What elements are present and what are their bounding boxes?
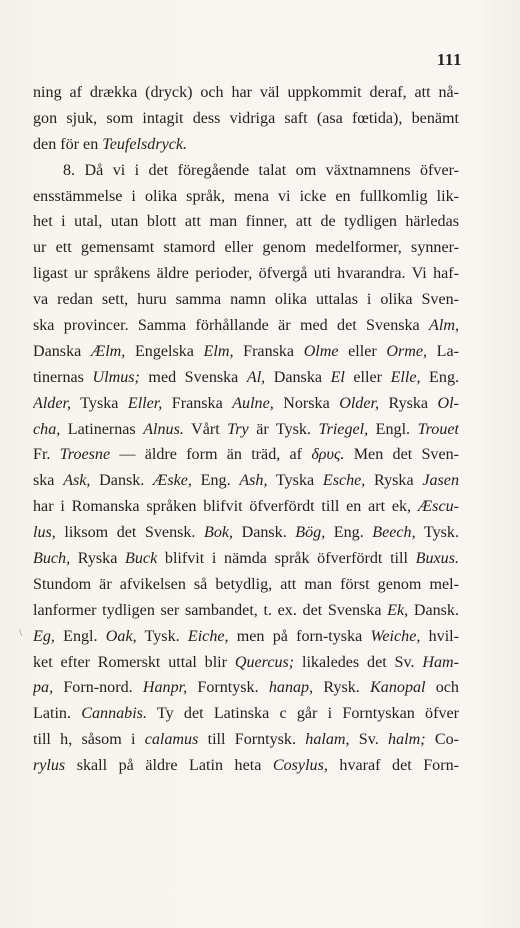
italic-term: Weiche, [370, 627, 421, 645]
text-run: ket efter Romerskt uttal blir [33, 653, 235, 671]
page-number: 111 [436, 50, 462, 69]
italic-term: Eiche, [187, 627, 229, 645]
text-line [33, 106, 459, 132]
text-run: Engl. [368, 420, 418, 438]
text-line [33, 494, 459, 520]
text-run: eller [338, 342, 387, 360]
italic-term: lus, [33, 524, 56, 542]
text-run: ensstämmelse i olika språk, mena vi icke en fullkomlig lik- [33, 187, 459, 205]
text-run: ska provincer. Samma förhållande är med det Svenska [33, 317, 430, 335]
italic-term: rylus [33, 757, 66, 775]
text-run: Franska [162, 394, 233, 412]
italic-term: El [330, 368, 345, 386]
text-run: hvil- [420, 627, 459, 645]
text-line [33, 727, 459, 753]
text-run: Tysk. [415, 524, 459, 542]
text-run: och [425, 679, 459, 697]
italic-term: Bög, [295, 524, 326, 542]
italic-term: pa, [33, 679, 54, 697]
text-line [33, 417, 459, 443]
text-line [33, 287, 459, 313]
text-run: Engelska [125, 342, 204, 360]
text-line [33, 598, 459, 624]
text-line [33, 235, 459, 261]
italic-term: Alnus. [143, 420, 184, 438]
italic-term: Buch, [33, 550, 71, 568]
text-run: Forntysk. [187, 679, 269, 697]
text-line [33, 701, 459, 727]
text-run: Ryska [365, 472, 423, 490]
text-run: Norska [273, 394, 340, 412]
text-run: eller [344, 368, 391, 386]
italic-term: Teufelsdryck. [102, 135, 188, 153]
text-run: Eng. [191, 472, 240, 490]
italic-term: Ulmus; [92, 368, 140, 386]
text-line [33, 572, 459, 598]
italic-term: Oak, [105, 627, 137, 645]
text-run: — äldre form än träd, af [110, 446, 312, 464]
italic-term: Quercus; [234, 653, 295, 671]
text-line [33, 753, 459, 779]
italic-term: Cannabis. [81, 705, 147, 723]
text-run: Eng. [420, 368, 459, 386]
italic-term: calamus [144, 731, 199, 749]
text-run: hvaraf det Forn- [327, 757, 459, 775]
text-line [33, 468, 459, 494]
text-run: den för en [33, 135, 103, 153]
italic-term: Aulne, [232, 394, 274, 412]
italic-term: Æscu- [417, 498, 459, 516]
italic-term: Ash, [239, 472, 268, 490]
italic-term: Beech, [372, 524, 416, 542]
text-run: liksom det Svensk. [55, 524, 204, 542]
italic-term: halam, [305, 731, 350, 749]
text-run: Stundom är afvikelsen så betydlig, att man först genom mel- [33, 575, 459, 593]
body-text [33, 80, 459, 779]
text-run: är Tysk. [248, 420, 319, 438]
text-run: Co- [425, 731, 459, 749]
italic-term: Eg, [33, 627, 55, 645]
text-run: likaledes det Sv. [294, 653, 423, 671]
italic-term: Elm, [203, 342, 234, 360]
text-run: Tysk. [136, 627, 188, 645]
text-run: Rysk. [313, 679, 371, 697]
italic-term: halm; [388, 731, 426, 749]
italic-term: Elle, [390, 368, 421, 386]
italic-term: Triegel, [318, 420, 369, 438]
italic-term: Kanopal [370, 679, 426, 697]
italic-term: Ælm, [90, 342, 126, 360]
text-run: La- [427, 342, 459, 360]
italic-term: Cosylus, [272, 757, 328, 775]
text-line [33, 209, 459, 235]
text-run: Fr. [33, 446, 60, 464]
italic-term: Jasen [422, 472, 459, 490]
text-line [33, 339, 459, 365]
text-run: skall på äldre Latin heta [65, 757, 273, 775]
text-line [33, 391, 459, 417]
text-run: gon sjuk, som intagit dess vidriga saft (asa fœtida), benämt [33, 109, 459, 127]
text-run: Franska [233, 342, 304, 360]
text-run: ning af drækka (dryck) och har väl uppkommit deraf, att nå- [33, 84, 459, 101]
italic-term: Æske, [153, 472, 192, 490]
text-run: Dansk. [90, 472, 154, 490]
italic-term: Buck [125, 550, 158, 568]
text-run: ur ett gemensamt stamord eller genom medelformer, synner- [33, 239, 459, 257]
text-run: va redan sett, huru samma namn olika uttalas i olika Sven- [33, 291, 459, 309]
italic-term: Orme, [386, 342, 428, 360]
italic-term: Older, [339, 394, 379, 412]
text-run: med Svenska [139, 368, 247, 386]
italic-term: Alder, [33, 394, 71, 412]
text-run: Latinernas [60, 420, 144, 438]
text-line [33, 650, 459, 676]
italic-term: cha, [33, 420, 61, 438]
text-line [33, 546, 459, 572]
text-run: Danska [33, 342, 91, 360]
text-run: tinernas [33, 368, 93, 386]
italic-term: Ek, [387, 601, 409, 619]
text-run: Engl. [54, 627, 106, 645]
italic-term: Trouet [417, 420, 459, 438]
text-line [33, 442, 459, 468]
text-run: men på forn-tyska [228, 627, 371, 645]
text-run: 8. Då vi i det föregående talat om växtnamnens öfver- [63, 161, 459, 179]
italic-term: Ask, [63, 472, 91, 490]
italic-term: Bok, [204, 524, 234, 542]
italic-term: Ol- [437, 394, 459, 412]
italic-term: hanap, [268, 679, 314, 697]
text-line [33, 675, 459, 701]
text-line [33, 313, 459, 339]
text-line [33, 261, 459, 287]
italic-term: Try [227, 420, 249, 438]
text-run: har i Romanska språken blifvit öfverfördt till en art ek, [33, 498, 418, 516]
italic-term: Troesne [59, 446, 111, 464]
italic-term: Hanpr, [142, 679, 188, 697]
text-run: Latin. [33, 705, 82, 723]
text-run: blifvit i nämda språk öfverfördt till [157, 550, 416, 568]
text-run: Forn-nord. [53, 679, 143, 697]
margin-mark: \ [19, 627, 23, 639]
text-run: Eng. [325, 524, 373, 542]
text-run: Tyska [267, 472, 323, 490]
text-run: Tyska [71, 394, 128, 412]
text-run: Ty det Latinska c går i Forntyskan öfver [146, 705, 459, 723]
italic-term: Esche, [322, 472, 366, 490]
text-line [33, 158, 459, 184]
text-run: Vårt [183, 420, 228, 438]
text-line [33, 520, 459, 546]
text-line [33, 80, 459, 106]
text-run: Sv. [349, 731, 389, 749]
text-line [33, 365, 459, 391]
text-line [33, 132, 459, 158]
text-run: till Forntysk. [198, 731, 306, 749]
text-run: Dansk. [408, 601, 459, 619]
text-run: lanformer tydligen ser sambandet, t. ex. det Svenska [33, 601, 388, 619]
text-run: het i utal, utan blott att man finner, att de tydligen härledas [33, 213, 459, 231]
italic-term: Buxus. [415, 550, 459, 568]
italic-term: δρυς. [311, 446, 345, 464]
text-run: ska [33, 472, 64, 490]
italic-term: Al, [246, 368, 266, 386]
text-line [33, 184, 459, 210]
text-run: till h, såsom i [33, 731, 145, 749]
text-line [33, 624, 459, 650]
italic-term: Olme [303, 342, 339, 360]
italic-term: Eller, [127, 394, 163, 412]
text-run: Danska [265, 368, 331, 386]
italic-term: Alm, [429, 317, 459, 335]
text-run: Men det Sven- [344, 446, 459, 464]
italic-term: Ham- [422, 653, 459, 671]
text-run: ligast ur språkens äldre perioder, öfvergå uti hvarandra. Vi haf- [33, 265, 459, 283]
text-run: Ryska [379, 394, 438, 412]
text-run: Ryska [70, 550, 126, 568]
text-run: Dansk. [233, 524, 296, 542]
